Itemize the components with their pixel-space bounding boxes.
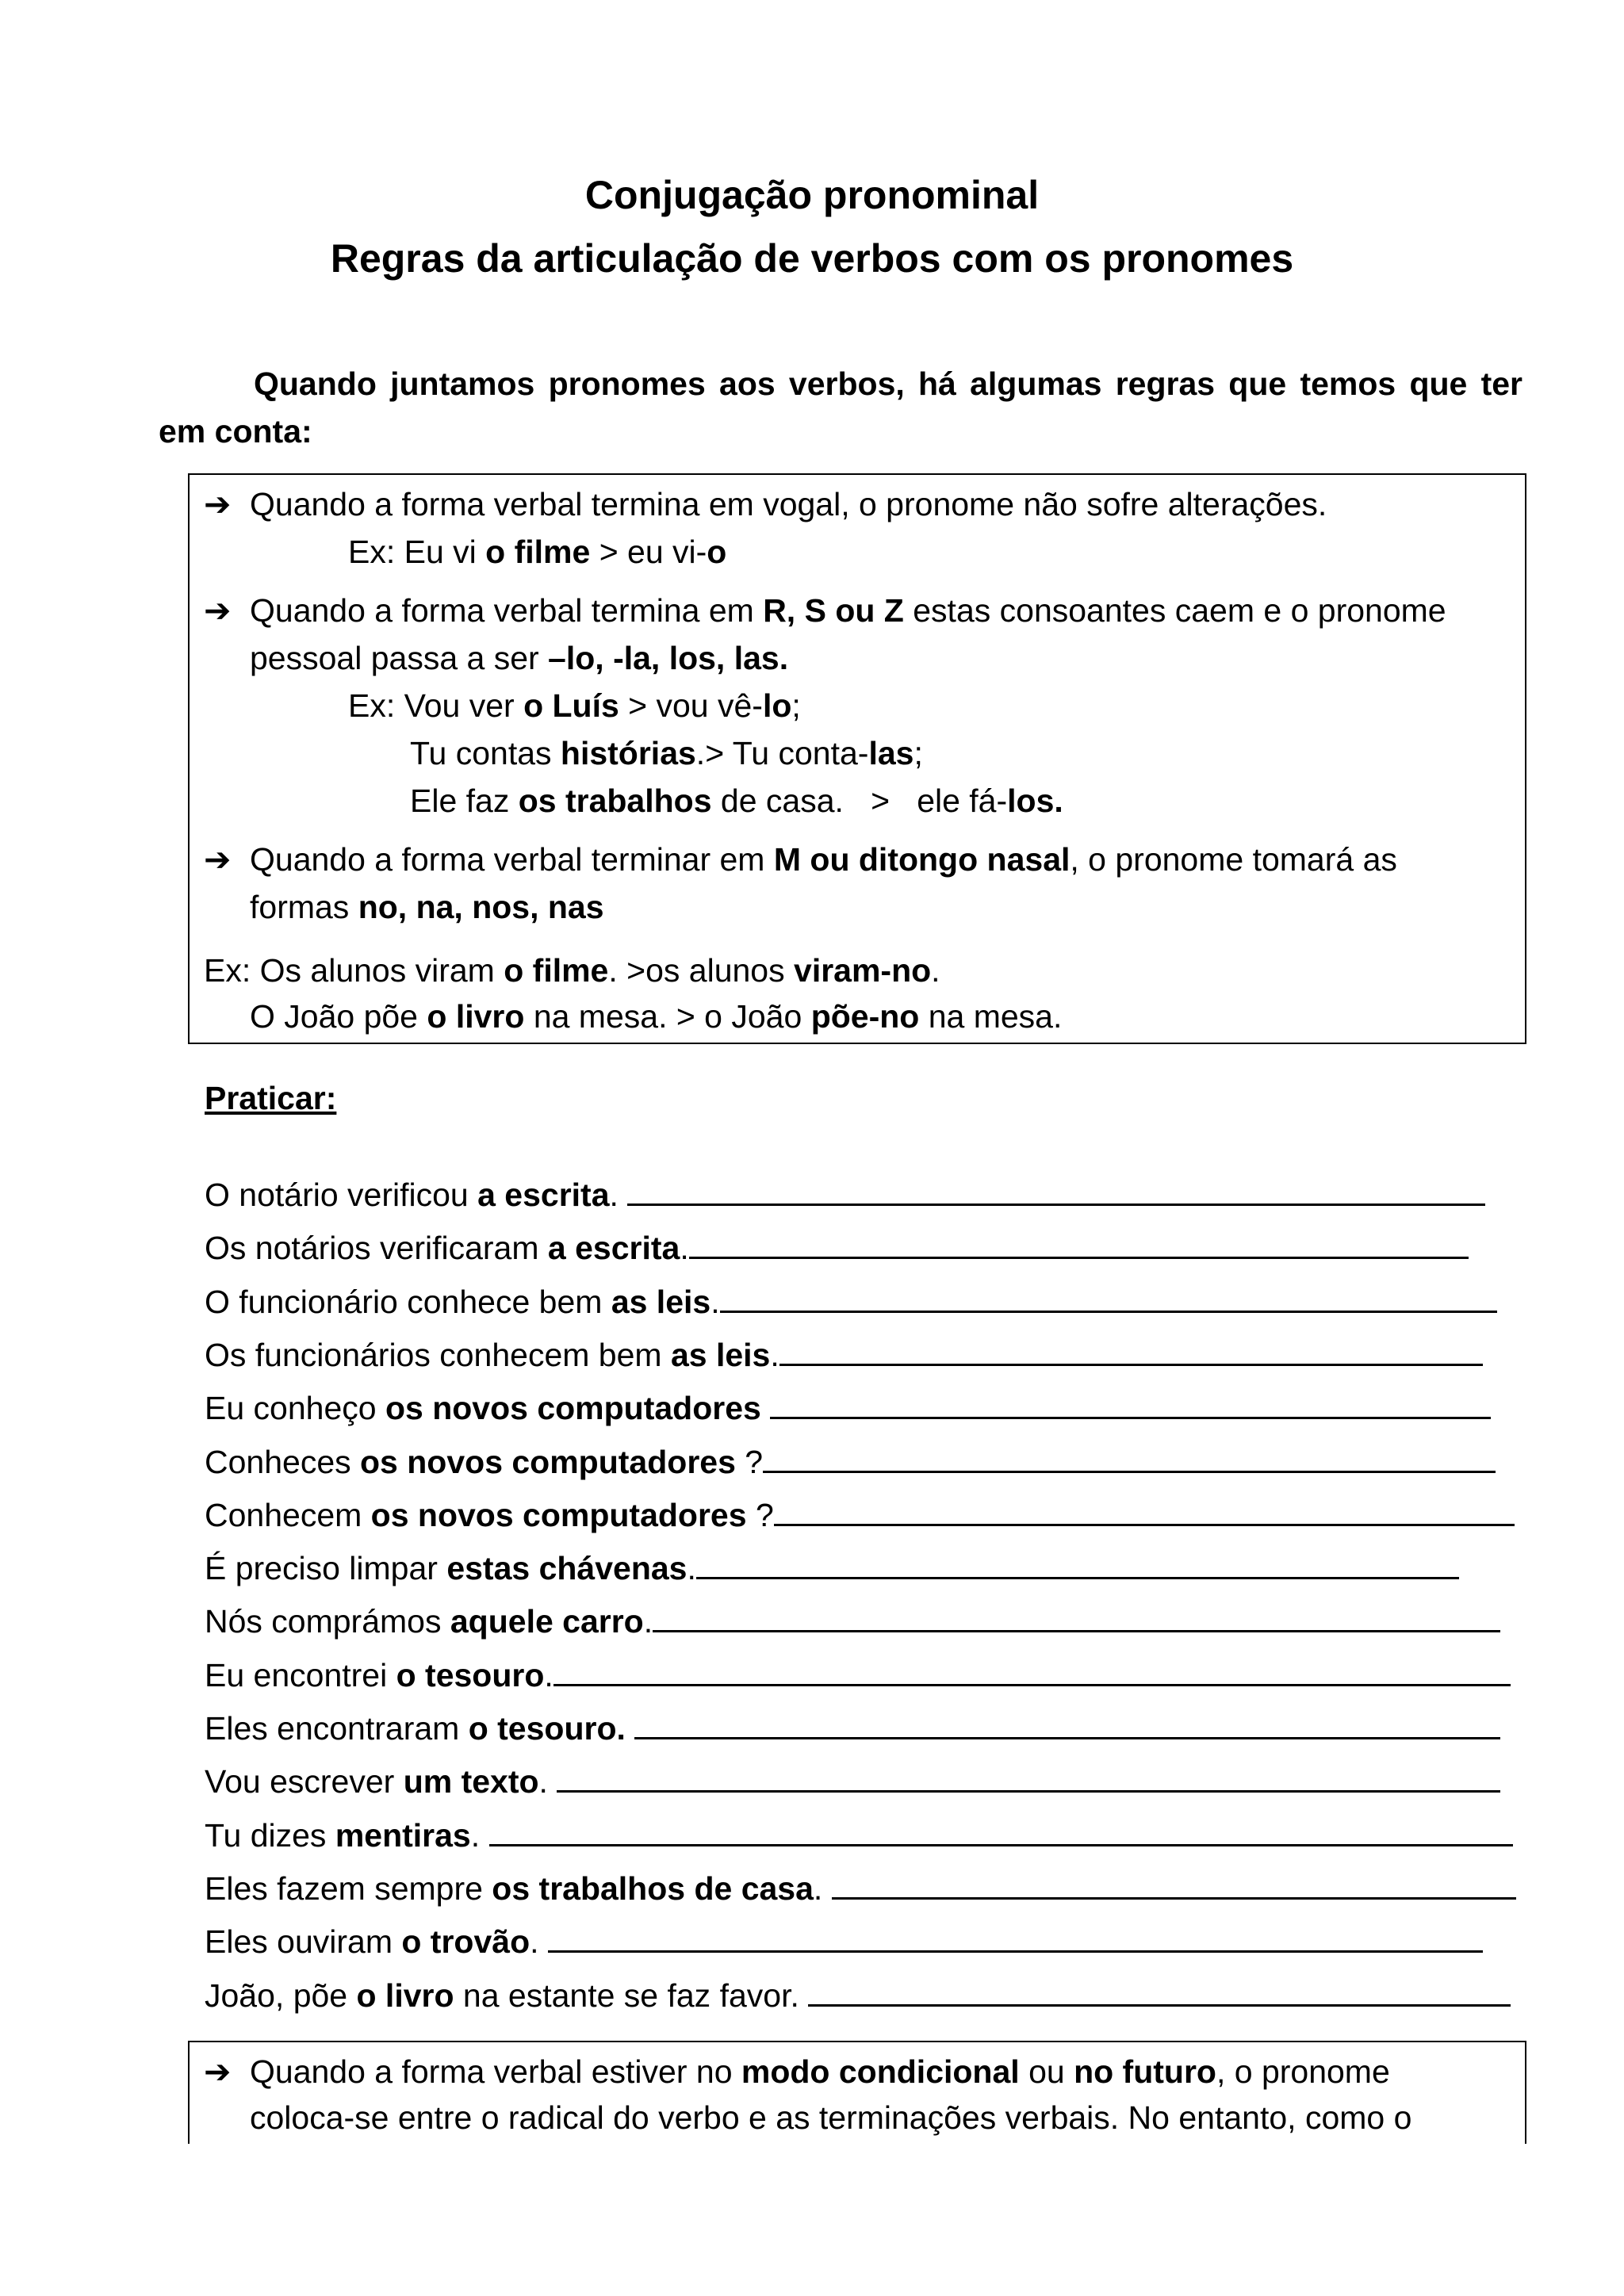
intro-line-1: Quando juntamos pronomes aos verbos, há algumas regras que temos que ter [254, 365, 1522, 402]
intro-paragraph [159, 360, 1522, 455]
rule-2-example-2: Tu contas histórias.> Tu conta-las; [410, 735, 923, 771]
answer-blank[interactable] [832, 1866, 1516, 1900]
exercise-row: Nós comprámos aquele carro. [205, 1598, 1500, 1644]
arrow-right-icon: ➔ [204, 2053, 232, 2090]
exercise-row: Conhecem os novos computadores ? [205, 1492, 1515, 1538]
answer-blank[interactable] [720, 1279, 1497, 1313]
exercise-row: Os funcionários conhecem bem as leis. [205, 1332, 1483, 1378]
exercise-row: O funcionário conhece bem as leis. [205, 1279, 1497, 1325]
rule-2-example-1: Ex: Vou ver o Luís > vou vê-lo; [348, 687, 801, 724]
rule-3-example-1: Ex: Os alunos viram o filme. >os alunos viram-no. [204, 952, 940, 989]
rule-1-example: Ex: Eu vi o filme > eu vi-o [348, 534, 727, 570]
exercise-row: João, põe o livro na estante se faz favor. [205, 1973, 1511, 2019]
rule-3-line-2: formas no, na, nos, nas [250, 889, 604, 925]
answer-blank[interactable] [689, 1225, 1469, 1259]
rule-4-box [188, 2041, 1526, 2144]
answer-blank[interactable] [770, 1385, 1491, 1419]
answer-blank[interactable] [553, 1652, 1511, 1686]
rule-1 [204, 481, 1327, 527]
exercise-row: Conheces os novos computadores ? [205, 1439, 1496, 1485]
exercise-row: Tu dizes mentiras. [205, 1812, 1513, 1858]
exercise-row: Os notários verificaram a escrita. [205, 1225, 1469, 1271]
arrow-right-icon: ➔ [204, 841, 232, 878]
answer-blank[interactable] [808, 1973, 1511, 2007]
exercise-row: É preciso limpar estas chávenas. [205, 1545, 1459, 1591]
intro-line-2: em conta: [159, 413, 312, 450]
answer-blank[interactable] [634, 1705, 1500, 1739]
exercise-row: Vou escrever um texto. [205, 1758, 1500, 1804]
rule-2-line-2: pessoal passa a ser –lo, -la, los, las. [250, 640, 789, 676]
answer-blank[interactable] [763, 1439, 1496, 1473]
answer-blank[interactable] [548, 1919, 1483, 1953]
page-subtitle: Regras da articulação de verbos com os pronomes [330, 236, 1294, 281]
answer-blank[interactable] [696, 1545, 1459, 1579]
practice-heading: Praticar: [205, 1080, 337, 1116]
answer-blank[interactable] [627, 1172, 1485, 1206]
rule-4-line-2: coloca-se entre o radical do verbo e as terminações verbais. No entanto, como o [250, 2099, 1412, 2136]
arrow-right-icon: ➔ [204, 592, 232, 629]
exercise-row: Eu encontrei o tesouro. [205, 1652, 1511, 1698]
exercise-row: Eu conheço os novos computadores [205, 1385, 1491, 1431]
answer-blank[interactable] [489, 1812, 1513, 1846]
rule-2-example-3: Ele faz os trabalhos de casa. > ele fá-los. [410, 783, 1063, 819]
rule-1-text: Quando a forma verbal termina em vogal, o pronome não sofre alterações. [250, 486, 1327, 522]
answer-blank[interactable] [653, 1598, 1500, 1632]
rule-2: ➔ Quando a forma verbal termina em R, S ou Z estas consoantes caem e o pronome [204, 587, 1446, 633]
rules-box [188, 473, 1526, 1044]
page-title: Conjugação pronominal [584, 173, 1040, 217]
arrow-right-icon: ➔ [204, 486, 232, 522]
exercise-row: Eles ouviram o trovão. [205, 1919, 1483, 1965]
answer-blank[interactable] [779, 1332, 1483, 1366]
exercise-row: O notário verificou a escrita. [205, 1172, 1485, 1218]
answer-blank[interactable] [774, 1492, 1515, 1526]
rule-4: ➔ Quando a forma verbal estiver no modo condicional ou no futuro, o pronome [204, 2049, 1390, 2095]
rule-3-example-2: O João põe o livro na mesa. > o João põe-no na mesa. [250, 998, 1063, 1035]
answer-blank[interactable] [557, 1758, 1500, 1793]
exercise-row: Eles fazem sempre os trabalhos de casa. [205, 1866, 1516, 1911]
exercise-row: Eles encontraram o tesouro. [205, 1705, 1500, 1751]
rule-3: ➔ Quando a forma verbal terminar em M ou ditongo nasal, o pronome tomará as [204, 836, 1397, 882]
